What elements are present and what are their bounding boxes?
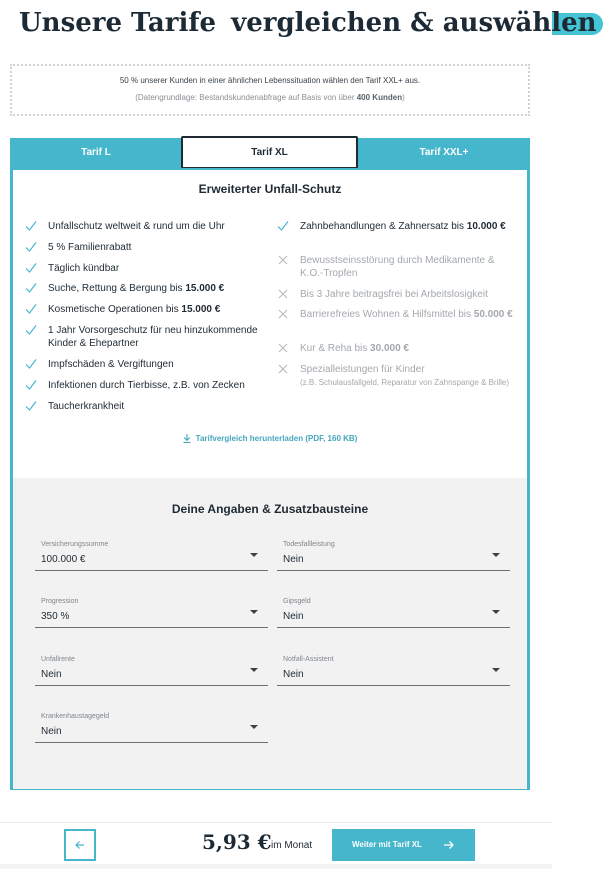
feature-text	[300, 363, 515, 389]
feature-label: Bis 3 Jahre beitragsfrei bei Arbeitslosigkeit	[300, 289, 488, 300]
feature-label: Taucherkrankheit	[48, 401, 125, 412]
select-gipsgeld[interactable]	[277, 598, 510, 628]
info-line-2-prefix: (Datengrundlage: Bestandskundenabfrage auf Basis von über	[135, 93, 355, 102]
feature-amount: 50.000 €	[473, 309, 513, 320]
bottom-bar	[0, 864, 552, 869]
select-value: Nein	[283, 554, 304, 565]
chevron-down-icon	[492, 668, 500, 672]
page-title	[19, 8, 597, 44]
feature-label: 5 % Familienrabatt	[48, 242, 132, 253]
continue-button[interactable]	[332, 829, 475, 861]
feature-amount: 15.000 €	[185, 283, 225, 294]
feature-label: Zahnbehandlungen & Zahnersatz bis	[300, 221, 467, 232]
back-button[interactable]	[64, 829, 96, 861]
feature-amount: 30.000 €	[370, 343, 409, 354]
select-value: Nein	[283, 669, 304, 680]
feature-label: Täglich kündbar	[48, 263, 120, 274]
info-line-2-bold: 400 Kunden	[356, 93, 403, 102]
download-link[interactable]	[13, 434, 527, 443]
page-title-plain: Unsere Tarife	[19, 8, 217, 38]
download-icon	[183, 434, 191, 443]
check-icon	[25, 400, 37, 412]
select-notfall-assistent[interactable]	[277, 656, 510, 686]
select-label: Progression	[41, 598, 79, 605]
select-value: Nein	[41, 669, 62, 680]
check-icon	[25, 379, 37, 391]
feature-text	[48, 379, 263, 392]
select-label: Versicherungssumme	[41, 541, 109, 548]
feature-text	[300, 342, 515, 355]
chevron-down-icon	[250, 668, 258, 672]
options-panel	[13, 478, 527, 789]
feature-amount: 15.000 €	[181, 304, 221, 315]
select-label: Krankenhaustagegeld	[41, 713, 110, 720]
chevron-down-icon	[250, 553, 258, 557]
select-value: Nein	[41, 726, 62, 737]
cross-icon	[277, 254, 289, 266]
check-icon	[25, 303, 37, 315]
tariff-card	[10, 168, 530, 790]
chevron-down-icon	[492, 610, 500, 614]
select-value: 350 %	[41, 611, 70, 622]
feature-text	[48, 220, 263, 233]
tariff-tabs	[10, 136, 530, 170]
arrow-right-icon	[443, 840, 454, 850]
check-icon	[277, 220, 289, 232]
chevron-down-icon	[250, 610, 258, 614]
feature-text	[48, 324, 263, 350]
select-label: Notfall-Assistent	[283, 656, 334, 663]
info-line-2-suffix: )	[402, 93, 405, 102]
check-icon	[25, 262, 37, 274]
feature-text	[48, 241, 263, 254]
feature-label: Suche, Rettung & Bergung bis	[48, 283, 186, 294]
feature-label: Barrierefreies Wohnen & Hilfsmittel bis	[300, 309, 474, 320]
feature-amount: 10.000 €	[466, 221, 506, 232]
select-progression[interactable]	[35, 598, 268, 628]
check-icon	[25, 324, 37, 336]
feature-label: 1 Jahr Vorsorgeschutz für neu hinzukommende Kinder & Ehepartner	[48, 325, 258, 349]
feature-text	[48, 358, 263, 371]
download-link-label: Tarifvergleich herunterladen (PDF, 160 KB)	[195, 434, 358, 443]
select-label: Unfallrente	[41, 656, 75, 663]
tab-tarif-xl[interactable]: Tarif XL	[181, 136, 358, 169]
continue-button-label: Weiter mit Tarif XL	[352, 840, 422, 849]
chevron-down-icon	[250, 725, 258, 729]
feature-text	[300, 220, 515, 233]
tab-tarif-xxl-plus[interactable]: Tarif XXL+	[358, 138, 530, 168]
feature-text	[48, 303, 263, 316]
feature-text	[300, 254, 515, 280]
section-title: Erweiterter Unfall-Schutz	[198, 182, 342, 196]
page-title-highlight: vergleichen & auswählen	[225, 8, 602, 38]
cross-icon	[277, 308, 289, 320]
check-icon	[25, 241, 37, 253]
select-unfallrente[interactable]	[35, 656, 268, 686]
feature-text	[48, 262, 263, 275]
footer-divider	[0, 822, 552, 823]
feature-label: Infektionen durch Tierbisse, z.B. von Zecken	[48, 380, 245, 391]
select-value: 100.000 €	[41, 554, 86, 565]
feature-text	[300, 308, 515, 321]
feature-text	[48, 400, 263, 413]
check-icon	[25, 358, 37, 370]
feature-label: Spezialleistungen für Kinder	[300, 364, 425, 375]
feature-subtext: (z.B. Schulausfallgeld, Reparatur von Zahnspange & Brille)	[300, 378, 509, 387]
cross-icon	[277, 342, 289, 354]
options-title: Deine Angaben & Zusatzbausteine	[171, 502, 369, 516]
info-line-1: 50 % unserer Kunden in einer ähnlichen Lebenssituation wählen den Tarif XXL+ aus.	[119, 76, 421, 85]
check-icon	[25, 220, 37, 232]
info-box	[10, 64, 530, 116]
feature-label: Impfschäden & Vergiftungen	[48, 359, 174, 370]
select-todesfallleistung[interactable]	[277, 541, 510, 571]
tab-tarif-l[interactable]: Tarif L	[10, 138, 182, 168]
chevron-down-icon	[492, 553, 500, 557]
select-value: Nein	[283, 611, 304, 622]
cross-icon	[277, 288, 289, 300]
feature-label: Kosmetische Operationen bis	[48, 304, 182, 315]
feature-label: Unfallschutz weltweit & rund um die Uhr	[48, 221, 225, 232]
select-label: Gipsgeld	[283, 598, 311, 605]
feature-text	[300, 288, 515, 301]
check-icon	[25, 282, 37, 294]
feature-label: Kur & Reha bis	[300, 343, 371, 354]
price-period: im Monat	[271, 840, 313, 851]
feature-text	[48, 282, 263, 295]
select-label: Todesfallleistung	[283, 541, 335, 548]
arrow-left-icon	[75, 840, 85, 850]
feature-label: Bewusstseinsstörung durch Medikamente & K.O.-Tropfen	[300, 255, 495, 279]
price: 5,93 €	[198, 830, 276, 854]
select-versicherungssumme[interactable]	[35, 541, 268, 571]
cross-icon	[277, 363, 289, 375]
info-line-2	[12, 93, 528, 102]
select-krankenhaustagegeld[interactable]	[35, 713, 268, 743]
